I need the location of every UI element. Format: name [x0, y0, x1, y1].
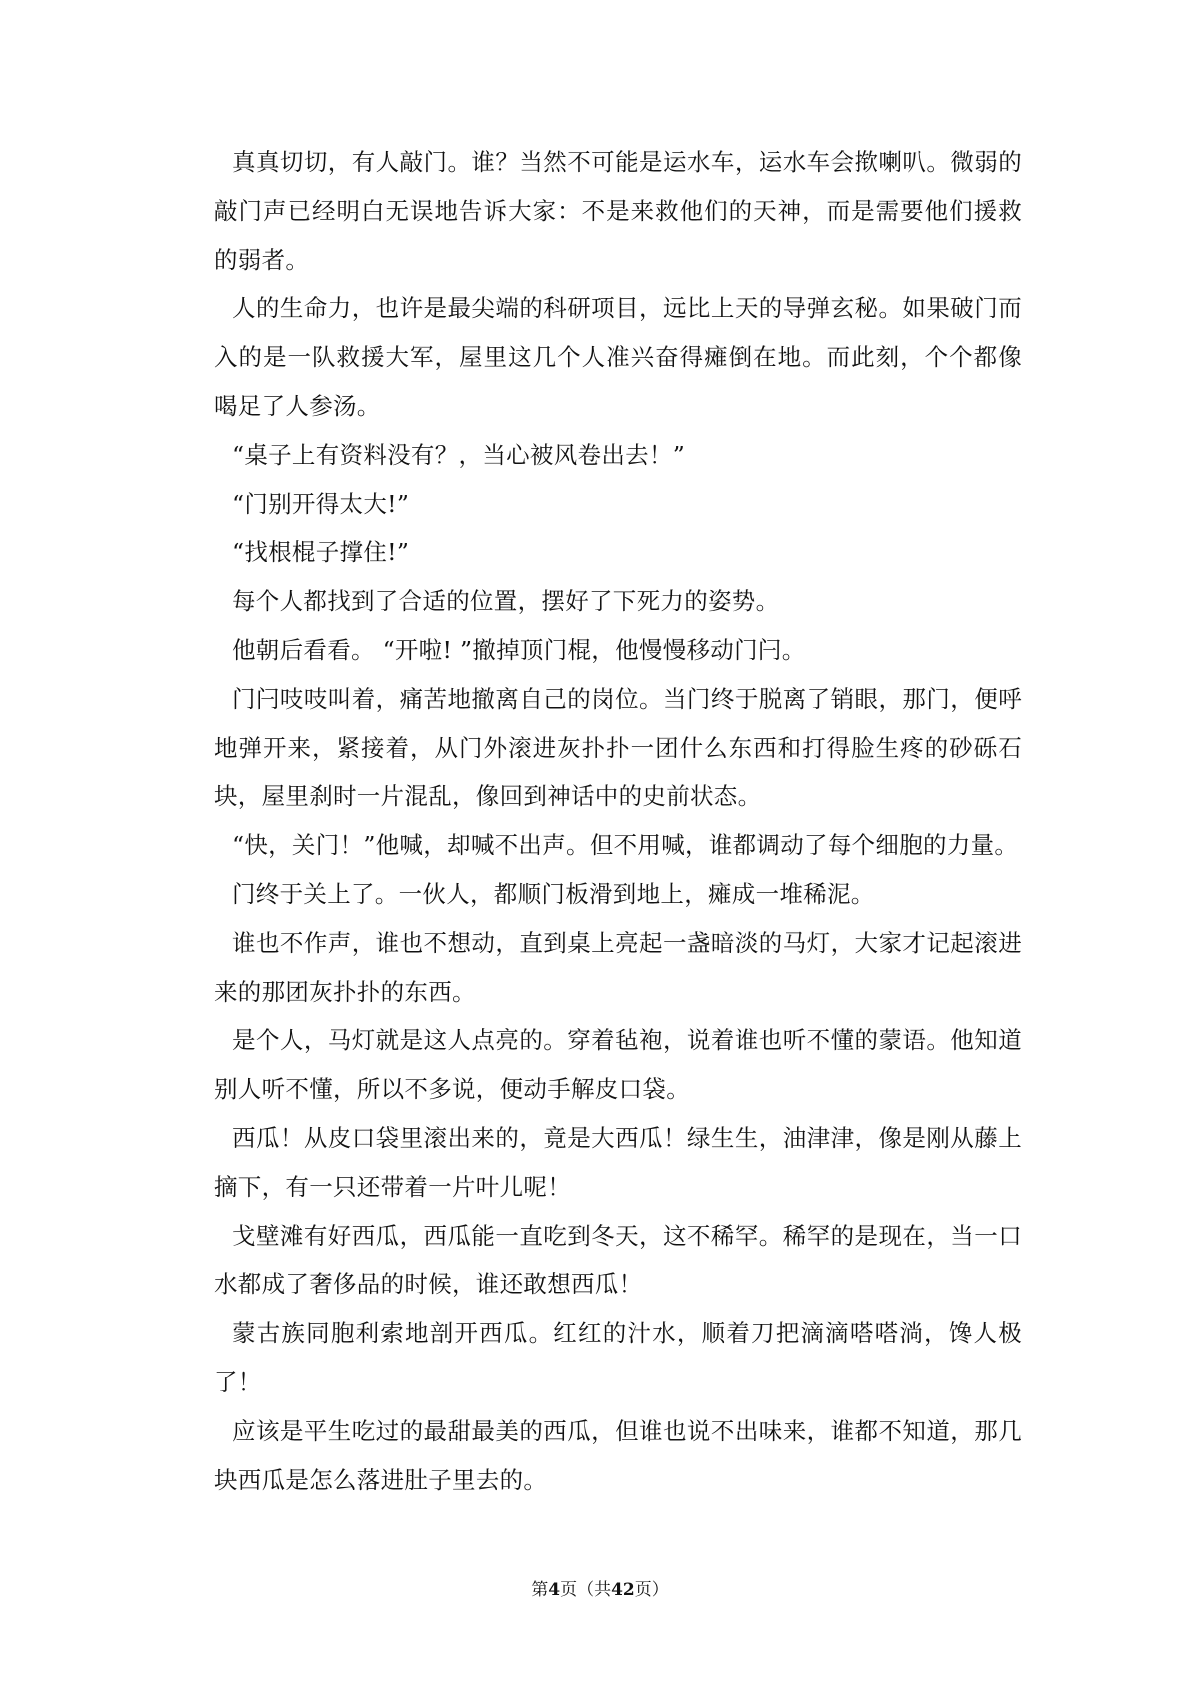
paragraph: 谁也不作声，谁也不想动，直到桌上亮起一盏暗淡的马灯，大家才记起滚进来的那团灰扑扑的东西。 [214, 928, 1022, 1006]
paragraph: “找根棍子撑住!” [232, 538, 410, 567]
total-pages: 42 [611, 1580, 635, 1600]
paragraph: 真真切切，有人敲门。谁？当然不可能是运水车，运水车会揿喇叭。微弱的敲门声已经明白无误地告诉大家：不是来救他们的天神，而是需要他们援救的弱者。 [214, 148, 1022, 274]
page-footer-suffix: 页） [634, 1580, 669, 1600]
paragraph: 戈壁滩有好西瓜，西瓜能一直吃到冬天，这不稀罕。稀罕的是现在，当一口水都成了奢侈品的时候，谁还敢想西瓜！ [214, 1221, 1022, 1299]
page-footer-middle: 页（共 [560, 1580, 612, 1600]
page-footer-prefix: 第 [531, 1580, 549, 1600]
paragraph: 门终于关上了。一伙人，都顺门板滑到地上，瘫成一堆稀泥。 [232, 879, 875, 908]
paragraph: “桌子上有资料没有？，当心被风卷出去！” [232, 440, 686, 469]
paragraph: 蒙古族同胞利索地剖开西瓜。红红的汁水，顺着刀把滴滴嗒嗒淌，馋人极了！ [214, 1319, 1022, 1396]
paragraph: “门别开得太大!” [232, 489, 410, 518]
document-body [214, 138, 1022, 1504]
paragraph: 门闩吱吱叫着，痛苦地撤离自己的岗位。当门终于脱离了销眼，那门，便呼地弹开来，紧接着，从门外滚进灰扑扑一团什么东西和打得脸生疼的砂砾石块，屋里刹时一片混乱，像回到神话中的史前状态。 [214, 684, 1022, 811]
paragraph: 是个人，马灯就是这人点亮的。穿着毡袍，说着谁也听不懂的蒙语。他知道别人听不懂，所以不多说，便动手解皮口袋。 [214, 1026, 1022, 1104]
paragraph: 人的生命力，也许是最尖端的科研项目，远比上天的导弹玄秘。如果破门而入的是一队救援大军，屋里这几个人准兴奋得瘫倒在地。而此刻，个个都像喝足了人参汤。 [214, 294, 1022, 420]
page-number: 4 [548, 1580, 561, 1600]
paragraph: 他朝后看看。 “开啦! ”撤掉顶门棍，他慢慢移动门闩。 [232, 635, 806, 664]
paragraph: “快，关门！”他喊，却喊不出声。但不用喊，谁都调动了每个细胞的力量。 [232, 831, 1019, 860]
paragraph: 西瓜！从皮口袋里滚出来的，竟是大西瓜！绿生生，油津津，像是刚从藤上摘下，有一只还带着一片叶儿呢！ [214, 1123, 1022, 1201]
page-footer [0, 1578, 1200, 1602]
paragraph: 应该是平生吃过的最甜最美的西瓜，但谁也说不出味来，谁都不知道，那几块西瓜是怎么落进肚子里去的。 [214, 1416, 1022, 1494]
paragraph: 每个人都找到了合适的位置，摆好了下死力的姿势。 [232, 587, 780, 616]
